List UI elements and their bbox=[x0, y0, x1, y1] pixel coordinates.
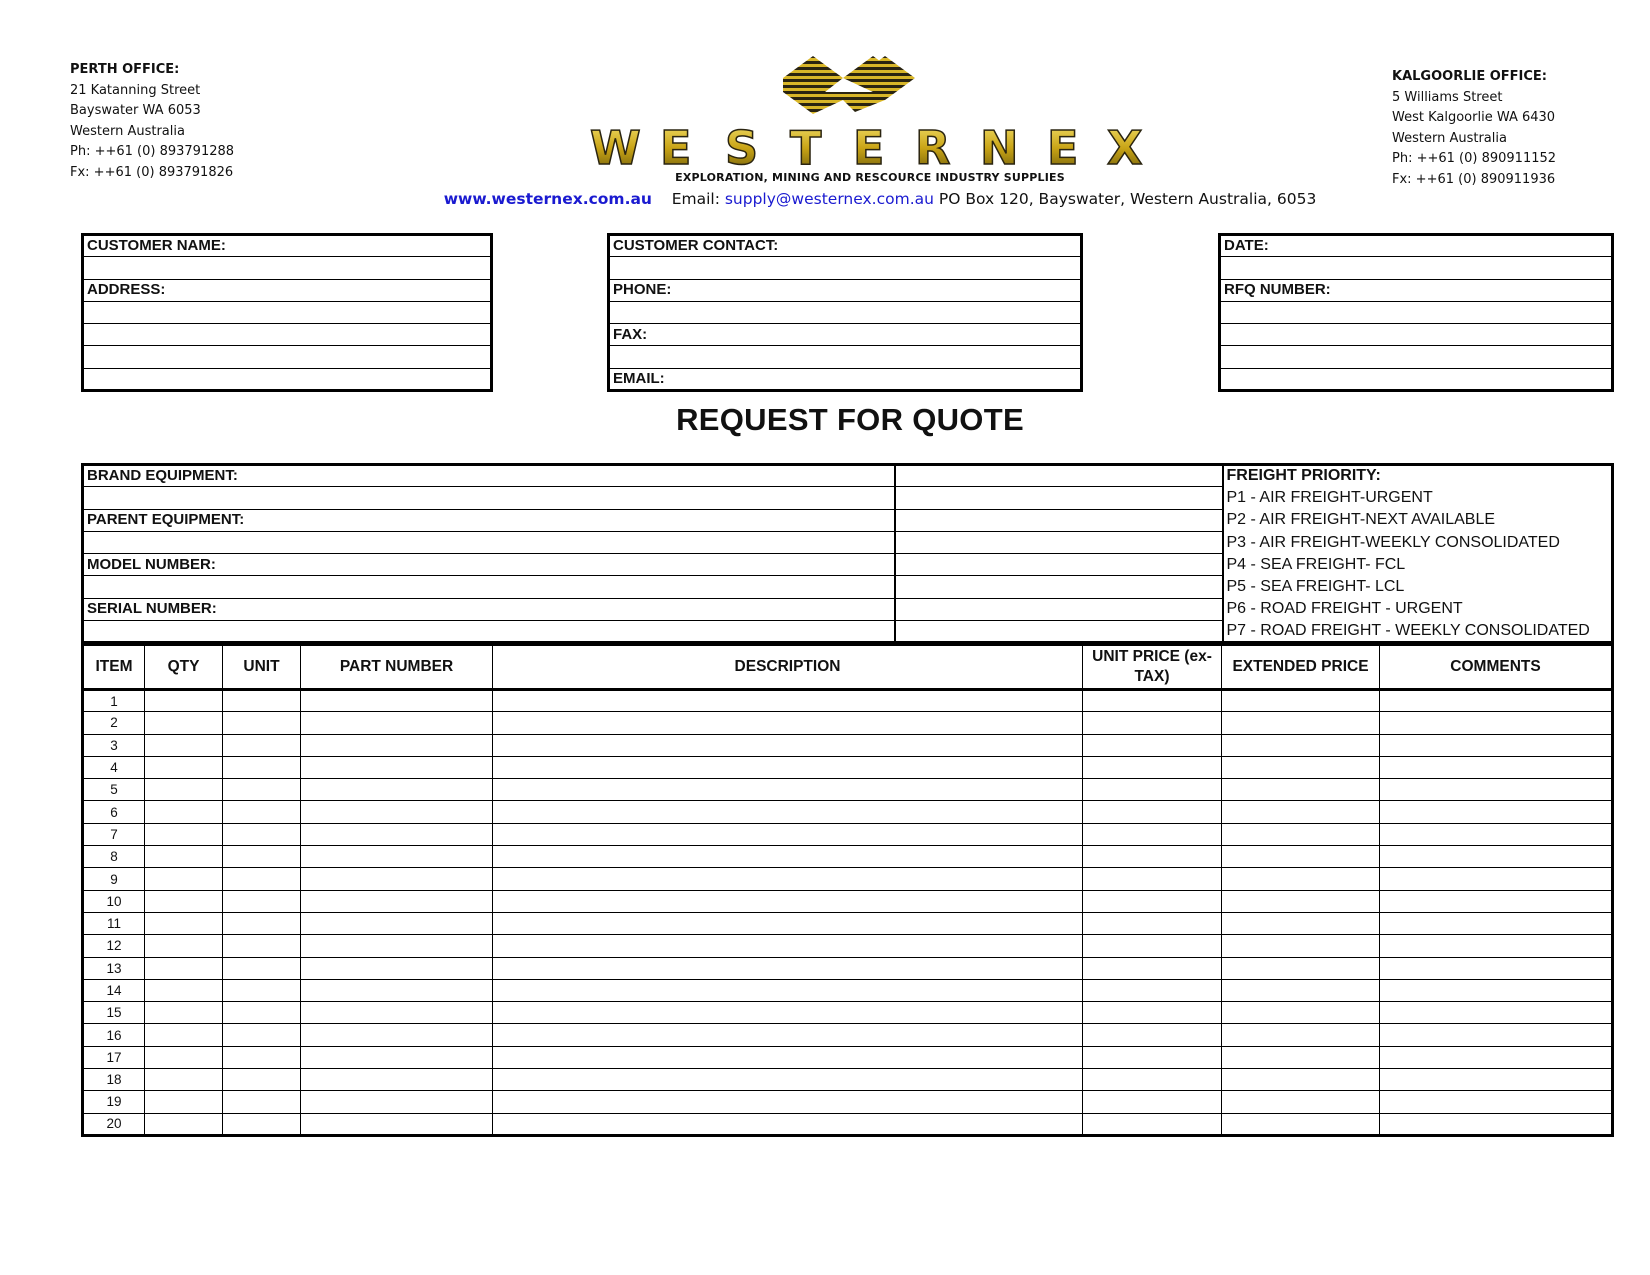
extended-price-cell[interactable] bbox=[1222, 957, 1380, 979]
comments-cell[interactable] bbox=[1380, 935, 1613, 957]
table-row bbox=[83, 1069, 1613, 1091]
comments-cell[interactable] bbox=[1380, 912, 1613, 934]
table-row bbox=[83, 890, 1613, 912]
perth-office-fax: Fx: ++61 (0) 893791826 bbox=[70, 164, 234, 180]
part-number-cell[interactable] bbox=[301, 890, 493, 912]
description-cell[interactable] bbox=[493, 868, 1083, 890]
unit-cell[interactable] bbox=[223, 690, 301, 712]
equipment-section bbox=[81, 463, 1614, 644]
unit-price-cell[interactable] bbox=[1083, 779, 1222, 801]
unit-cell[interactable] bbox=[223, 756, 301, 778]
unit-price-cell[interactable] bbox=[1083, 846, 1222, 868]
qty-cell[interactable] bbox=[145, 1002, 223, 1024]
perth-office-line: Bayswater WA 6053 bbox=[70, 103, 201, 118]
unit-cell[interactable] bbox=[223, 734, 301, 756]
brand-tagline: EXPLORATION, MINING AND RESCOURCE INDUSTRY SUPPLIES bbox=[675, 171, 1065, 184]
description-cell[interactable] bbox=[493, 846, 1083, 868]
extended-price-cell[interactable] bbox=[1222, 1002, 1380, 1024]
unit-cell[interactable] bbox=[223, 846, 301, 868]
email-link[interactable]: supply@westernex.com.au bbox=[724, 190, 934, 208]
table-row bbox=[83, 912, 1613, 934]
comments-cell[interactable] bbox=[1380, 756, 1613, 778]
description-cell[interactable] bbox=[493, 1046, 1083, 1068]
unit-cell[interactable] bbox=[223, 823, 301, 845]
description-cell[interactable] bbox=[493, 690, 1083, 712]
unit-price-cell[interactable] bbox=[1083, 890, 1222, 912]
part-number-cell[interactable] bbox=[301, 1069, 493, 1091]
equipment-value-cell[interactable] bbox=[895, 465, 1223, 487]
table-row bbox=[83, 957, 1613, 979]
perth-office-line: Western Australia bbox=[70, 123, 185, 139]
part-number-cell[interactable] bbox=[301, 734, 493, 756]
part-number-cell[interactable] bbox=[301, 868, 493, 890]
customer-contact-input[interactable] bbox=[609, 257, 1082, 279]
phone-field[interactable]: PHONE: bbox=[609, 279, 1082, 301]
kalgoorlie-office-line: Western Australia bbox=[1392, 130, 1507, 146]
perth-office-phone: Ph: ++61 (0) 893791288 bbox=[70, 144, 235, 159]
unit-price-cell[interactable] bbox=[1083, 756, 1222, 778]
comments-cell[interactable] bbox=[1380, 801, 1613, 823]
extended-price-cell[interactable] bbox=[1222, 734, 1380, 756]
logo-wordmark bbox=[590, 121, 1142, 175]
svg-text:T: T bbox=[790, 121, 822, 175]
unit-price-cell[interactable] bbox=[1083, 912, 1222, 934]
item-number-cell: 9 bbox=[83, 868, 145, 890]
extended-price-cell[interactable] bbox=[1222, 801, 1380, 823]
kalgoorlie-office-line: 5 Williams Street bbox=[1392, 89, 1503, 105]
qty-cell[interactable] bbox=[145, 935, 223, 957]
unit-cell[interactable] bbox=[223, 979, 301, 1001]
equipment-value-cell[interactable] bbox=[895, 509, 1223, 531]
table-row bbox=[83, 801, 1613, 823]
part-number-cell[interactable] bbox=[301, 1002, 493, 1024]
table-row bbox=[83, 1091, 1613, 1113]
description-cell[interactable] bbox=[493, 1069, 1083, 1091]
page-title: REQUEST FOR QUOTE bbox=[676, 402, 1024, 437]
comments-cell[interactable] bbox=[1380, 890, 1613, 912]
extended-price-cell[interactable] bbox=[1222, 756, 1380, 778]
column-header-unit: UNIT bbox=[223, 645, 301, 690]
comments-cell[interactable] bbox=[1380, 1069, 1613, 1091]
part-number-cell[interactable] bbox=[301, 690, 493, 712]
email-label: Email: bbox=[671, 190, 720, 208]
phone-input[interactable] bbox=[609, 301, 1082, 323]
part-number-cell[interactable] bbox=[301, 957, 493, 979]
table-row bbox=[83, 935, 1613, 957]
column-header-extended-price: EXTENDED PRICE bbox=[1222, 645, 1380, 690]
extended-price-cell[interactable] bbox=[1222, 823, 1380, 845]
part-number-cell[interactable] bbox=[301, 1024, 493, 1046]
description-cell[interactable] bbox=[493, 979, 1083, 1001]
svg-text:R: R bbox=[915, 121, 951, 175]
unit-cell[interactable] bbox=[223, 1002, 301, 1024]
column-header-unit-price: UNIT PRICE (ex-TAX) bbox=[1083, 645, 1222, 690]
unit-price-cell[interactable] bbox=[1083, 1002, 1222, 1024]
table-row bbox=[83, 1024, 1613, 1046]
table-row bbox=[83, 756, 1613, 778]
parent-equipment-input[interactable] bbox=[83, 531, 895, 553]
freight-option-p1: P1 - AIR FREIGHT-URGENT bbox=[1226, 488, 1433, 506]
address-input[interactable] bbox=[83, 324, 492, 346]
svg-text:S: S bbox=[725, 121, 759, 175]
part-number-cell[interactable] bbox=[301, 756, 493, 778]
qty-cell[interactable] bbox=[145, 890, 223, 912]
part-number-cell[interactable] bbox=[301, 979, 493, 1001]
po-box-address: PO Box 120, Bayswater, Western Australia, 6053 bbox=[938, 190, 1317, 208]
unit-price-cell[interactable] bbox=[1083, 1024, 1222, 1046]
contact-line bbox=[300, 190, 1460, 208]
unit-price-cell[interactable] bbox=[1083, 801, 1222, 823]
description-cell[interactable] bbox=[493, 1113, 1083, 1135]
logo-w-mark-left bbox=[783, 56, 915, 114]
description-cell[interactable] bbox=[493, 1091, 1083, 1113]
blank-row[interactable] bbox=[1220, 324, 1613, 346]
item-number-cell: 2 bbox=[83, 712, 145, 734]
unit-price-cell[interactable] bbox=[1083, 1046, 1222, 1068]
column-header-qty: QTY bbox=[145, 645, 223, 690]
qty-cell[interactable] bbox=[145, 779, 223, 801]
extended-price-cell[interactable] bbox=[1222, 935, 1380, 957]
unit-cell[interactable] bbox=[223, 957, 301, 979]
qty-cell[interactable] bbox=[145, 690, 223, 712]
description-cell[interactable] bbox=[493, 957, 1083, 979]
column-header-item: ITEM bbox=[83, 645, 145, 690]
qty-cell[interactable] bbox=[145, 1046, 223, 1068]
address-input[interactable] bbox=[83, 301, 492, 323]
model-number-field[interactable]: MODEL NUMBER: bbox=[83, 554, 895, 576]
table-row bbox=[83, 1113, 1613, 1135]
part-number-cell[interactable] bbox=[301, 935, 493, 957]
freight-option-p2: P2 - AIR FREIGHT-NEXT AVAILABLE bbox=[1226, 511, 1496, 529]
qty-cell[interactable] bbox=[145, 734, 223, 756]
part-number-cell[interactable] bbox=[301, 912, 493, 934]
kalgoorlie-office-fax: Fx: ++61 (0) 890911936 bbox=[1392, 171, 1556, 187]
brand-equipment-input[interactable] bbox=[83, 487, 895, 509]
extended-price-cell[interactable] bbox=[1222, 1024, 1380, 1046]
table-row bbox=[83, 868, 1613, 890]
blank-row[interactable] bbox=[1220, 368, 1613, 390]
comments-cell[interactable] bbox=[1380, 690, 1613, 712]
serial-number-input[interactable] bbox=[83, 621, 895, 643]
qty-cell[interactable] bbox=[145, 756, 223, 778]
item-number-cell: 5 bbox=[83, 779, 145, 801]
item-number-cell: 12 bbox=[83, 935, 145, 957]
table-row bbox=[83, 1046, 1613, 1068]
address-input[interactable] bbox=[83, 346, 492, 368]
unit-price-cell[interactable] bbox=[1083, 1091, 1222, 1113]
equipment-value-cell[interactable] bbox=[895, 531, 1223, 553]
comments-cell[interactable] bbox=[1380, 1002, 1613, 1024]
address-field[interactable]: ADDRESS: bbox=[83, 279, 492, 301]
serial-number-field[interactable]: SERIAL NUMBER: bbox=[83, 598, 895, 620]
fax-input[interactable] bbox=[609, 346, 1082, 368]
equipment-value-cell[interactable] bbox=[895, 621, 1223, 643]
unit-cell[interactable] bbox=[223, 1046, 301, 1068]
part-number-cell[interactable] bbox=[301, 1091, 493, 1113]
freight-option-p4: P4 - SEA FREIGHT- FCL bbox=[1226, 555, 1406, 573]
extended-price-cell[interactable] bbox=[1222, 712, 1380, 734]
equipment-value-cell[interactable] bbox=[895, 598, 1223, 620]
date-input[interactable] bbox=[1220, 257, 1613, 279]
unit-price-cell[interactable] bbox=[1083, 734, 1222, 756]
date-field[interactable]: DATE: bbox=[1220, 235, 1613, 257]
comments-cell[interactable] bbox=[1380, 868, 1613, 890]
table-row bbox=[83, 712, 1613, 734]
part-number-cell[interactable] bbox=[301, 779, 493, 801]
comments-cell[interactable] bbox=[1380, 823, 1613, 845]
column-header-description: DESCRIPTION bbox=[493, 645, 1083, 690]
comments-cell[interactable] bbox=[1380, 734, 1613, 756]
unit-cell[interactable] bbox=[223, 1024, 301, 1046]
unit-price-cell[interactable] bbox=[1083, 868, 1222, 890]
table-row bbox=[83, 979, 1613, 1001]
customer-contact-field[interactable]: CUSTOMER CONTACT: bbox=[609, 235, 1082, 257]
customer-name-input[interactable] bbox=[83, 257, 492, 279]
customer-name-field[interactable]: CUSTOMER NAME: bbox=[83, 235, 492, 257]
description-cell[interactable] bbox=[493, 1002, 1083, 1024]
unit-cell[interactable] bbox=[223, 890, 301, 912]
table-row bbox=[83, 846, 1613, 868]
qty-cell[interactable] bbox=[145, 957, 223, 979]
date-rfq-box bbox=[1218, 233, 1614, 392]
extended-price-cell[interactable] bbox=[1222, 979, 1380, 1001]
extended-price-cell[interactable] bbox=[1222, 912, 1380, 934]
extended-price-cell[interactable] bbox=[1222, 779, 1380, 801]
item-number-cell: 14 bbox=[83, 979, 145, 1001]
item-number-cell: 7 bbox=[83, 823, 145, 845]
qty-cell[interactable] bbox=[145, 979, 223, 1001]
items-table-body bbox=[83, 690, 1613, 1136]
unit-cell[interactable] bbox=[223, 935, 301, 957]
item-number-cell: 6 bbox=[83, 801, 145, 823]
description-cell[interactable] bbox=[493, 935, 1083, 957]
freight-option-p3: P3 - AIR FREIGHT-WEEKLY CONSOLIDATED bbox=[1226, 533, 1560, 551]
item-number-cell: 10 bbox=[83, 890, 145, 912]
comments-cell[interactable] bbox=[1380, 979, 1613, 1001]
unit-cell[interactable] bbox=[223, 868, 301, 890]
freight-option-p5: P5 - SEA FREIGHT- LCL bbox=[1226, 578, 1405, 596]
part-number-cell[interactable] bbox=[301, 1113, 493, 1135]
qty-cell[interactable] bbox=[145, 846, 223, 868]
column-header-part-number: PART NUMBER bbox=[301, 645, 493, 690]
unit-cell[interactable] bbox=[223, 712, 301, 734]
freight-priority-heading: FREIGHT PRIORITY: bbox=[1226, 467, 1381, 485]
description-cell[interactable] bbox=[493, 912, 1083, 934]
description-cell[interactable] bbox=[493, 779, 1083, 801]
qty-cell[interactable] bbox=[145, 1069, 223, 1091]
extended-price-cell[interactable] bbox=[1222, 690, 1380, 712]
unit-price-cell[interactable] bbox=[1083, 823, 1222, 845]
extended-price-cell[interactable] bbox=[1222, 890, 1380, 912]
parent-equipment-field[interactable]: PARENT EQUIPMENT: bbox=[83, 509, 895, 531]
comments-cell[interactable] bbox=[1380, 846, 1613, 868]
extended-price-cell[interactable] bbox=[1222, 1069, 1380, 1091]
unit-price-cell[interactable] bbox=[1083, 979, 1222, 1001]
item-number-cell: 4 bbox=[83, 756, 145, 778]
qty-cell[interactable] bbox=[145, 712, 223, 734]
description-cell[interactable] bbox=[493, 734, 1083, 756]
perth-office-title: PERTH OFFICE: bbox=[70, 62, 180, 77]
qty-cell[interactable] bbox=[145, 1091, 223, 1113]
comments-cell[interactable] bbox=[1380, 1046, 1613, 1068]
kalgoorlie-office-title: KALGOORLIE OFFICE: bbox=[1392, 69, 1547, 84]
perth-office-line: 21 Katanning Street bbox=[70, 82, 201, 98]
freight-option-p7: P7 - ROAD FREIGHT - WEEKLY CONSOLIDATED bbox=[1226, 621, 1590, 639]
table-row bbox=[83, 779, 1613, 801]
unit-cell[interactable] bbox=[223, 779, 301, 801]
unit-cell[interactable] bbox=[223, 1091, 301, 1113]
qty-cell[interactable] bbox=[145, 823, 223, 845]
qty-cell[interactable] bbox=[145, 912, 223, 934]
unit-price-cell[interactable] bbox=[1083, 935, 1222, 957]
svg-text:E: E bbox=[1047, 121, 1079, 175]
unit-cell[interactable] bbox=[223, 912, 301, 934]
extended-price-cell[interactable] bbox=[1222, 868, 1380, 890]
items-table-header bbox=[83, 645, 1613, 690]
rfq-number-input[interactable] bbox=[1220, 301, 1613, 323]
item-number-cell: 1 bbox=[83, 690, 145, 712]
customer-contact-box bbox=[607, 233, 1083, 392]
equipment-value-cell[interactable] bbox=[895, 576, 1223, 598]
item-number-cell: 18 bbox=[83, 1069, 145, 1091]
extended-price-cell[interactable] bbox=[1222, 846, 1380, 868]
comments-cell[interactable] bbox=[1380, 1113, 1613, 1135]
item-number-cell: 16 bbox=[83, 1024, 145, 1046]
part-number-cell[interactable] bbox=[301, 801, 493, 823]
part-number-cell[interactable] bbox=[301, 846, 493, 868]
svg-text:N: N bbox=[980, 121, 1019, 175]
extended-price-cell[interactable] bbox=[1222, 1046, 1380, 1068]
perth-office-block bbox=[70, 60, 234, 183]
description-cell[interactable] bbox=[493, 1024, 1083, 1046]
kalgoorlie-office-phone: Ph: ++61 (0) 890911152 bbox=[1392, 151, 1557, 166]
unit-price-cell[interactable] bbox=[1083, 690, 1222, 712]
westernex-logo bbox=[585, 52, 1155, 187]
part-number-cell[interactable] bbox=[301, 823, 493, 845]
table-row bbox=[83, 1002, 1613, 1024]
svg-text:E: E bbox=[853, 121, 885, 175]
website-link[interactable]: www.westernex.com.au bbox=[443, 190, 652, 208]
unit-price-cell[interactable] bbox=[1083, 1069, 1222, 1091]
part-number-cell[interactable] bbox=[301, 712, 493, 734]
brand-equipment-field[interactable]: BRAND EQUIPMENT: bbox=[83, 465, 895, 487]
items-table bbox=[81, 643, 1614, 1137]
item-number-cell: 8 bbox=[83, 846, 145, 868]
unit-cell[interactable] bbox=[223, 1069, 301, 1091]
qty-cell[interactable] bbox=[145, 801, 223, 823]
comments-cell[interactable] bbox=[1380, 779, 1613, 801]
qty-cell[interactable] bbox=[145, 1113, 223, 1135]
equipment-value-cell[interactable] bbox=[895, 554, 1223, 576]
item-number-cell: 13 bbox=[83, 957, 145, 979]
extended-price-cell[interactable] bbox=[1222, 1113, 1380, 1135]
qty-cell[interactable] bbox=[145, 868, 223, 890]
table-row bbox=[83, 690, 1613, 712]
kalgoorlie-office-block bbox=[1392, 67, 1556, 190]
svg-text:W: W bbox=[590, 121, 641, 175]
qty-cell[interactable] bbox=[145, 1024, 223, 1046]
fax-field[interactable]: FAX: bbox=[609, 324, 1082, 346]
item-number-cell: 3 bbox=[83, 734, 145, 756]
item-number-cell: 15 bbox=[83, 1002, 145, 1024]
unit-price-cell[interactable] bbox=[1083, 957, 1222, 979]
column-header-comments: COMMENTS bbox=[1380, 645, 1613, 690]
email-field[interactable]: EMAIL: bbox=[613, 369, 665, 387]
unit-cell[interactable] bbox=[223, 1113, 301, 1135]
item-number-cell: 11 bbox=[83, 912, 145, 934]
item-number-cell: 17 bbox=[83, 1046, 145, 1068]
table-row bbox=[83, 823, 1613, 845]
part-number-cell[interactable] bbox=[301, 1046, 493, 1068]
equipment-value-cell[interactable] bbox=[895, 487, 1223, 509]
rfq-number-field[interactable]: RFQ NUMBER: bbox=[1220, 279, 1613, 301]
comments-cell[interactable] bbox=[1380, 712, 1613, 734]
address-input[interactable] bbox=[83, 368, 492, 390]
customer-info-box bbox=[81, 233, 493, 392]
unit-price-cell[interactable] bbox=[1083, 1113, 1222, 1135]
unit-cell[interactable] bbox=[223, 801, 301, 823]
comments-cell[interactable] bbox=[1380, 957, 1613, 979]
svg-text:E: E bbox=[660, 121, 692, 175]
unit-price-cell[interactable] bbox=[1083, 712, 1222, 734]
description-cell[interactable] bbox=[493, 801, 1083, 823]
item-number-cell: 19 bbox=[83, 1091, 145, 1113]
description-cell[interactable] bbox=[493, 756, 1083, 778]
kalgoorlie-office-line: West Kalgoorlie WA 6430 bbox=[1392, 110, 1556, 125]
table-row bbox=[83, 734, 1613, 756]
description-cell[interactable] bbox=[493, 712, 1083, 734]
description-cell[interactable] bbox=[493, 823, 1083, 845]
model-number-input[interactable] bbox=[83, 576, 895, 598]
item-number-cell: 20 bbox=[83, 1113, 145, 1135]
comments-cell[interactable] bbox=[1380, 1091, 1613, 1113]
description-cell[interactable] bbox=[493, 890, 1083, 912]
freight-option-p6: P6 - ROAD FREIGHT - URGENT bbox=[1226, 600, 1463, 618]
extended-price-cell[interactable] bbox=[1222, 1091, 1380, 1113]
comments-cell[interactable] bbox=[1380, 1024, 1613, 1046]
blank-row[interactable] bbox=[1220, 346, 1613, 368]
svg-text:X: X bbox=[1107, 121, 1143, 175]
